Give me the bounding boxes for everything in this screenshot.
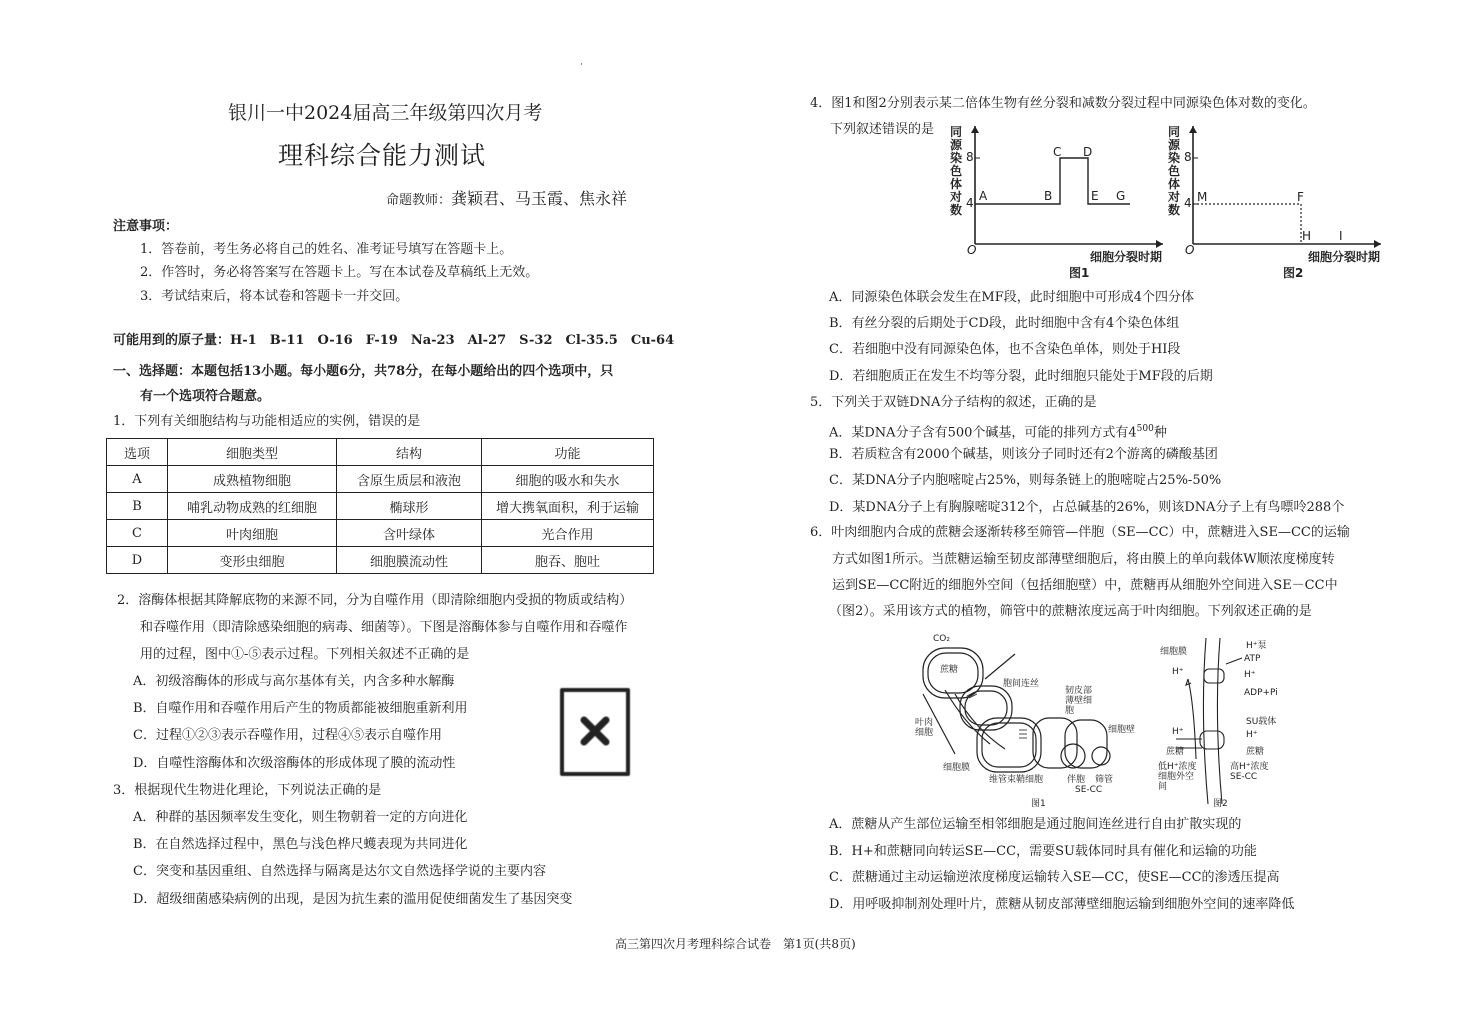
table-cell: 增大携氧面积，利于运输 [482, 493, 654, 520]
q2-option: B．自噬作用和吞噬作用后产生的物质都能被细胞重新利用 [133, 701, 468, 716]
fig-label: 蔗糖 [1246, 747, 1265, 757]
q4-figure1 [945, 118, 1175, 283]
fig-label: 叶肉细胞 [915, 718, 934, 738]
fig-label: 低H⁺浓度细胞外空间 [1158, 762, 1197, 792]
q3-option: A．种群的基因频率发生变化，则生物朝着一定的方向进化 [133, 810, 468, 825]
q2-stem-line: 和吞噬作用（即清除感染细胞的病毒、细菌等）。下图是溶酶体参与自噬作用和吞噬作 [140, 620, 628, 635]
fig2-origin: O [1185, 243, 1195, 257]
q6-fig2-caption: 图2 [1213, 799, 1228, 809]
table-cell: 叶肉细胞 [168, 520, 337, 547]
q2-option: A．初级溶酶体的形成与高尔基体有关，内含多种水解酶 [133, 674, 455, 689]
fig1-point: D [1083, 145, 1093, 159]
table-header-row [107, 439, 654, 466]
q2-stem-line: 用的过程，图中①-⑤表示过程。下列相关叙述不正确的是 [140, 647, 470, 662]
table-cell: 成熟植物细胞 [168, 466, 337, 493]
table-row [107, 466, 654, 493]
fig-label: 维管束鞘细胞 [989, 775, 1044, 785]
author-names: 龚颖君、马玉霞、焦永祥 [451, 189, 628, 208]
table-row [107, 547, 654, 574]
fig2-tick8: 8 [1184, 150, 1192, 164]
fig-label: SU载体 [1246, 717, 1277, 727]
broken-image-icon [560, 688, 630, 776]
fig2-point: I [1339, 229, 1343, 243]
q5-stem: 5．下列关于双链DNA分子结构的叙述，正确的是 [810, 395, 1097, 410]
q6-stem-line: 运到SE—CC附近的细胞外空间（包括细胞壁）中，蔗糖再从细胞外空间进入SE－CC中 [832, 578, 1338, 593]
q5-option-a [829, 420, 1167, 442]
fig1-point: C [1053, 145, 1062, 159]
table-cell: 胞吞、胞吐 [482, 547, 654, 574]
fig1-point: B [1044, 189, 1053, 203]
q6-option: C．蔗糖通过主动运输逆浓度梯度运输转入SE—CC，使SE—CC的渗透压提高 [829, 870, 1280, 885]
exam-subtitle: 理科综合能力测试 [278, 141, 487, 170]
table-row [107, 520, 654, 547]
fig-label: 细胞壁 [1108, 725, 1136, 735]
q3-stem: 3．根据现代生物进化理论，下列说法正确的是 [113, 783, 382, 798]
q6-option: A．蔗糖从产生部位运输至相邻细胞是通过胞间连丝进行自由扩散实现的 [829, 817, 1242, 832]
fig-label: H⁺ [1172, 727, 1184, 737]
fig-label: CO₂ [933, 634, 950, 644]
table-cell: 椭球形 [337, 493, 482, 520]
fig1-tick8: 8 [966, 150, 974, 164]
table-cell: 哺乳动物成熟的红细胞 [168, 493, 337, 520]
q5-option: B．若质粒含有2000个碱基，则该分子同时还有2个游离的磷酸基团 [829, 447, 1218, 462]
fig2-caption: 图2 [1283, 266, 1304, 280]
fig-label: 细胞膜 [943, 763, 971, 773]
q3-option: D．超级细菌感染病例的出现，是因为抗生素的滥用促使细菌发生了基因突变 [133, 892, 573, 907]
q4-option: B．有丝分裂的后期处于CD段，此时细胞中含有4个染色体组 [829, 316, 1180, 331]
fig1-caption: 图1 [1069, 266, 1090, 280]
q6-option: B．H+和蔗糖同向转运SE—CC，需要SU载体同时具有催化和运输的功能 [829, 844, 1257, 859]
q4-option: C．若细胞中没有同源染色体，也不含染色单体，则处于HI段 [829, 342, 1181, 357]
note-item: 2．作答时，务必将答案写在答题卡上。写在本试卷及草稿纸上无效。 [140, 265, 539, 280]
table-cell: 细胞的吸水和失水 [482, 466, 654, 493]
fig-label: ATP [1244, 654, 1261, 664]
q4-stem-line1: 4．图1和图2分别表示某二倍体生物有丝分裂和减数分裂过程中同源染色体对数的变化。 [810, 96, 1316, 111]
author-prefix: 命题教师： [386, 193, 452, 208]
q2-option: D．自噬性溶酶体和次级溶酶体的形成体现了膜的流动性 [133, 756, 456, 771]
table-header-cell: 细胞类型 [168, 439, 337, 466]
section1-line2: 有一个选项符合题意。 [140, 389, 271, 404]
table-cell: B [107, 493, 168, 520]
fig-label: H⁺ [1246, 730, 1258, 740]
q1-stem: 1．下列有关细胞结构与功能相适应的实例，错误的是 [113, 414, 421, 429]
section1-line1: 一、选择题：本题包括13小题。每小题6分，共78分，在每小题给出的四个选项中，只 [113, 364, 614, 379]
fig-label: 蔗糖 [940, 665, 959, 675]
table-header-cell: 结构 [337, 439, 482, 466]
q5-option-a-exponent: 500 [1136, 424, 1154, 434]
fig1-tick4: 4 [966, 196, 974, 210]
q6-stem-line: （图2）。采用该方式的植物，筛管中的蔗糖浓度远高于叶肉细胞。下列叙述正确的是 [829, 604, 1312, 619]
q6-option: D．用呼吸抑制剂处理叶片，蔗糖从韧皮部薄壁细胞运输到细胞外空间的速率降低 [829, 897, 1295, 912]
fig2-point: M [1197, 190, 1208, 204]
table-cell: 光合作用 [482, 520, 654, 547]
table-cell: 变形虫细胞 [168, 547, 337, 574]
fig-label: SE-CC [1075, 785, 1103, 795]
q4-option: D．若细胞质正在发生不均等分裂，此时细胞只能处于MF段的后期 [829, 369, 1213, 384]
q3-option: B．在自然选择过程中，黑色与浅色桦尺蠖表现为共同进化 [133, 837, 468, 852]
q6-figure1 [915, 634, 1145, 809]
q4-figure2 [1163, 118, 1393, 283]
table-header-cell: 选项 [107, 439, 168, 466]
atomic-mass [113, 332, 674, 350]
table-row [107, 493, 654, 520]
note-item: 1．答卷前，考生务必将自己的姓名、准考证号填写在答题卡上。 [140, 242, 513, 257]
fig2-tick4: 4 [1184, 196, 1192, 210]
fig-label: 伴胞 [1067, 775, 1086, 785]
fig-label: 胞间连丝 [1003, 679, 1040, 689]
fig2-xlabel: 细胞分裂时期 [1308, 250, 1381, 264]
broken-image-x-icon [564, 692, 626, 772]
q5-option-a-suffix: 种 [1153, 425, 1167, 441]
q3-option: C．突变和基因重组、自然选择与隔离是达尔文自然选择学说的主要内容 [133, 864, 546, 879]
q2-option: C．过程①②③表示吞噬作用，过程④⑤表示自噬作用 [133, 728, 442, 743]
fig-label: H⁺ [1172, 667, 1184, 677]
q6-stem-line: 方式如图1所示。当蔗糖运输至韧皮部薄壁细胞后，将由膜上的单向载体W顺浓度梯度转 [832, 552, 1335, 567]
table-cell: 含叶绿体 [337, 520, 482, 547]
table-cell: 含原生质层和液泡 [337, 466, 482, 493]
fig-label: 韧皮部薄壁细胞 [1065, 686, 1093, 716]
fig1-ylabel: 同源染色体对数 [950, 125, 963, 217]
fig1-point: A [979, 189, 988, 203]
fig1-origin: O [967, 243, 977, 257]
fig-label: 细胞膜 [1160, 647, 1188, 657]
fig-label: H⁺泵 [1246, 641, 1267, 651]
table-cell: C [107, 520, 168, 547]
q4-stem-line2: 下列叙述错误的是 [830, 122, 935, 137]
q1-table [106, 438, 654, 574]
q6-figure2 [1158, 634, 1278, 809]
atomic-mass-text: 可能用到的原子量：H-1 B-11 O-16 F-19 Na-23 Al-27 S-32 Cl-35.5 Cu-64 [113, 333, 675, 348]
notes-heading: 注意事项： [113, 219, 179, 234]
q5-option: D．某DNA分子上有胸腺嘧啶312个，占总碱基的26%，则该DNA分子上有鸟嘌呤288个 [829, 500, 1345, 515]
q6-fig1-caption: 图1 [1031, 799, 1046, 809]
fig-label: H⁺ [1244, 670, 1256, 680]
authors [386, 186, 627, 209]
table-cell: 细胞膜流动性 [337, 547, 482, 574]
fig-label: 蔗糖 [1166, 747, 1185, 757]
fig1-xlabel: 细胞分裂时期 [1090, 250, 1163, 264]
fig-label: ADP+Pi [1244, 688, 1278, 698]
q5-option-a-text: A．某DNA分子含有500个碱基，可能的排列方式有4 [829, 425, 1137, 441]
q4-option: A．同源染色体联会发生在MF段，此时细胞中可形成4个四分体 [829, 290, 1194, 305]
top-dot: · [580, 60, 583, 70]
fig1-point: E [1091, 189, 1099, 203]
q5-option: C．某DNA分子内胞嘧啶占25%，则每条链上的胞嘧啶占25%-50% [829, 473, 1222, 488]
table-cell: D [107, 547, 168, 574]
fig2-point: F [1297, 190, 1304, 204]
fig-label: 高H⁺浓度SE-CC [1230, 762, 1269, 782]
table-header-cell: 功能 [482, 439, 654, 466]
q6-stem-line: 6．叶肉细胞内合成的蔗糖会逐渐转移至筛管—伴胞（SE—CC）中，蔗糖进入SE—CC的运输 [810, 525, 1350, 540]
q2-stem-line: 2．溶酶体根据其降解底物的来源不同，分为自噬作用（即清除细胞内受损的物质或结构） [117, 593, 633, 608]
fig-label: 筛管 [1095, 775, 1114, 785]
fig2-ylabel: 同源染色体对数 [1168, 125, 1181, 217]
fig2-point: H [1302, 229, 1312, 243]
table-cell: A [107, 466, 168, 493]
page-footer: 高三第四次月考理科综合试卷 第1页(共8页) [615, 937, 856, 951]
exam-title: 银川一中2024届高三年级第四次月考 [228, 102, 543, 124]
fig1-point: G [1116, 189, 1126, 203]
note-item: 3．考试结束后，将本试卷和答题卡一并交回。 [140, 289, 409, 304]
